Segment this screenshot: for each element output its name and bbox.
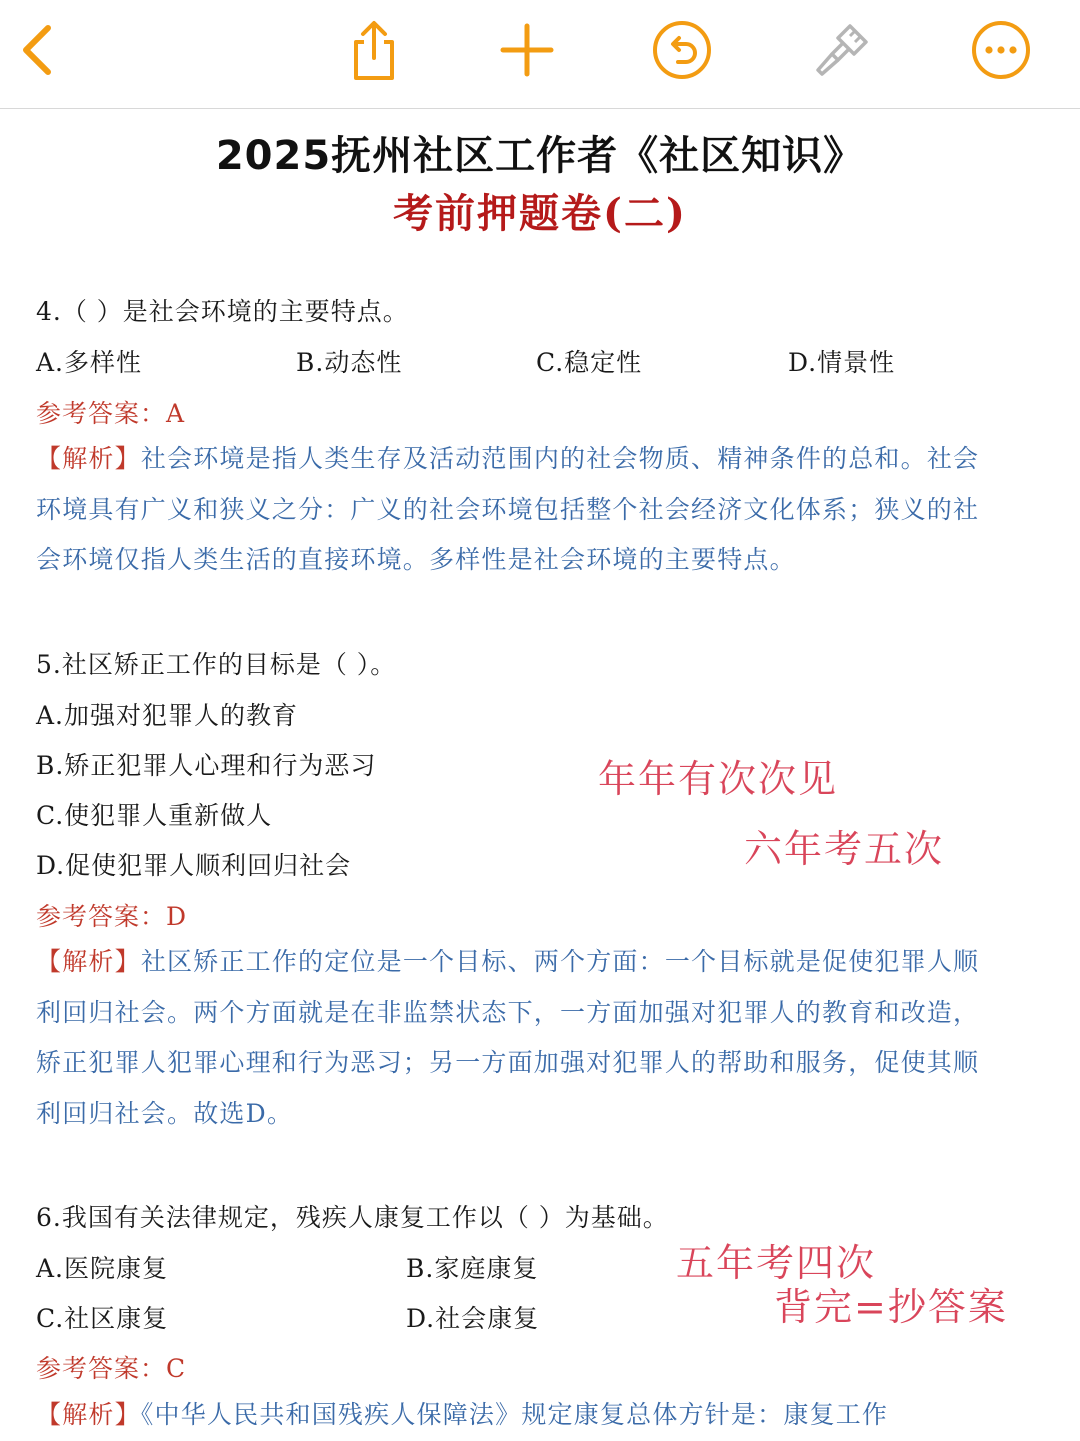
q6-explanation [36,1390,1046,1441]
q5-explanation-tag: 【解析】 [36,947,141,976]
q6-option-b: B.家庭康复 [406,1254,539,1283]
q6-option-d: D.社会康复 [406,1304,540,1333]
more-icon [969,18,1033,82]
q5-option-c: C.使犯罪人重新做人 [36,801,273,830]
q6-explanation-tag: 【解析】 [36,1400,141,1429]
plus-icon [495,18,559,82]
q5-option-a: A.加强对犯罪人的教育 [36,701,299,730]
q5-explanation [36,937,1046,1139]
q5-option-d: D.促使犯罪人顺利回归社会 [36,851,352,880]
more-button[interactable] [965,14,1037,86]
q4-explanation-tag: 【解析】 [36,444,141,473]
q4-answer: 参考答案：A [36,399,186,428]
document-title: 2025抚州社区工作者《社区知识》 [215,133,865,179]
share-button[interactable] [338,14,410,86]
annotation-note-3: 五年考四次 [676,1241,877,1285]
q4-explanation-line-2: 环境具有广义和狭义之分：广义的社会环境包括整个社会经济文化体系；狭义的社 [36,494,980,524]
q4-option-b: B.动态性 [296,348,403,377]
question-5: 5.社区矫正工作的目标是（ ）。 [36,650,397,679]
add-button[interactable] [491,14,563,86]
q6-option-a: A.医院康复 [36,1254,169,1283]
q4-option-d: D.情景性 [788,348,896,377]
q4-option-c: C.稳定性 [536,348,643,377]
brush-button[interactable] [806,14,878,86]
annotation-note-1: 年年有次次见 [598,757,839,801]
back-icon [10,18,74,82]
q6-option-c: C.社区康复 [36,1304,169,1333]
annotation-note-4: 背完=抄答案 [774,1285,1008,1329]
share-icon [342,18,406,82]
q5-explanation-line-3: 矫正犯罪人犯罪心理和行为恶习；另一方面加强对犯罪人的帮助和服务，促使其顺 [36,1048,980,1077]
q6-explanation-line-1: 《中华人民共和国残疾人保障法》规定康复总体方针是：康复工作 [140,1400,889,1429]
q5-explanation-line-4: 利回归社会。故选D。 [36,1098,294,1128]
back-button[interactable] [6,14,78,86]
annotation-note-2: 六年考五次 [744,827,945,871]
q4-option-a: A.多样性 [36,348,143,377]
question-4: 4.（ ）是社会环境的主要特点。 [36,297,409,326]
q5-option-b: B.矫正犯罪人心理和行为恶习 [36,751,377,780]
q5-explanation-line-1: 社区矫正工作的定位是一个目标、两个方面：一个目标就是促使犯罪人顺 [140,947,980,976]
brush-icon [810,18,874,82]
q5-answer: 参考答案：D [36,902,188,931]
undo-icon [650,18,714,82]
toolbar [0,0,1080,109]
q5-explanation-line-2: 利回归社会。两个方面就是在非监禁状态下，一方面加强对犯罪人的教育和改造， [36,997,980,1027]
q4-explanation-line-3: 会环境仅指人类生活的直接环境。多样性是社会环境的主要特点。 [36,545,796,574]
document-subtitle: 考前押题卷(二) [393,190,687,237]
q6-answer: 参考答案：C [36,1354,187,1383]
q4-explanation-line-1: 社会环境是指人类生存及活动范围内的社会物质、精神条件的总和。社会 [140,444,980,473]
q4-explanation [36,434,1046,586]
undo-button[interactable] [646,14,718,86]
question-6: 6.我国有关法律规定，残疾人康复工作以（ ）为基础。 [36,1203,669,1232]
